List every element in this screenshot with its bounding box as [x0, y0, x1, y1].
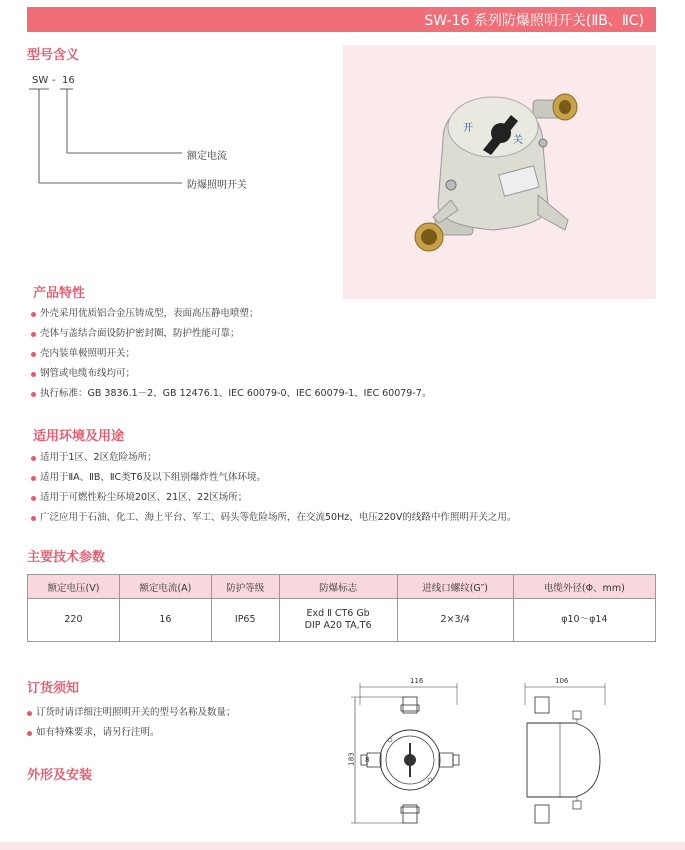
- list-item: [31, 508, 516, 528]
- table-header-row: [28, 575, 656, 599]
- table-header-cell: 电缆外径(Φ、mm): [513, 575, 655, 599]
- bullet-dot: [31, 392, 36, 397]
- feature-text: 执行标准：GB 3836.1－2、GB 12476.1、IEC 60079-0、IEC 60079-1、IEC 60079-7。: [40, 388, 432, 399]
- specs-title: 主要技术参数: [27, 550, 106, 565]
- table-row: [28, 599, 656, 642]
- feature-text: 外壳采用优质铝合金压铸成型，表面高压静电喷塑；: [40, 308, 259, 319]
- usage-list: [31, 448, 516, 528]
- front-height-dimension: 183: [347, 752, 356, 766]
- table-header-cell: 额定电压(V): [28, 575, 120, 599]
- model-meaning-title: 型号含义: [27, 48, 80, 63]
- model-code-diagram: [27, 70, 347, 200]
- ordering-title: 订货须知: [27, 681, 80, 696]
- bullet-dot: [31, 496, 36, 501]
- list-item: [31, 324, 431, 344]
- side-view-drawing: [515, 675, 615, 835]
- list-item: [31, 468, 516, 488]
- photo-close-mark: 关: [513, 135, 523, 146]
- bullet-dot: [31, 312, 36, 317]
- spec-table: [27, 574, 656, 642]
- model-code-dash: -: [52, 75, 56, 86]
- usage-text: 适用于ⅡA、ⅡB、ⅡC类T6及以下组别爆炸性气体环境。: [40, 472, 267, 483]
- bullet-dot: [27, 731, 32, 736]
- list-item: [31, 364, 431, 384]
- usage-text: 适用于1区、2区危险场所；: [40, 452, 157, 463]
- model-code-prefix: SW: [32, 75, 49, 86]
- spec-ip: IP65: [211, 599, 279, 642]
- explosion-proof-switch-image: [343, 45, 656, 299]
- list-item: [31, 488, 516, 508]
- model-label-switch: 防爆照明开关: [187, 180, 247, 191]
- bullet-dot: [31, 476, 36, 481]
- model-label-rated-current: 额定电流: [187, 151, 227, 162]
- model-code-number: 16: [62, 75, 75, 86]
- bullet-dot: [31, 332, 36, 337]
- list-item: [31, 304, 431, 324]
- list-item: [27, 723, 236, 743]
- table-header-cell: 额定电流(A): [119, 575, 211, 599]
- spec-ex-line2: DIP A20 TA,T6: [304, 620, 372, 631]
- spec-voltage: 220: [28, 599, 120, 642]
- feature-text: 壳体与盖结合面设防护密封圈，防护性能可靠；: [40, 328, 240, 339]
- usage-text: 适用于可燃性粉尘环境20区、21区、22区场所；: [40, 492, 248, 503]
- front-view-drawing: [345, 675, 475, 835]
- ordering-list: [27, 703, 236, 743]
- install-title: 外形及安装: [27, 768, 93, 783]
- front-small-dimension: 8: [365, 756, 370, 764]
- page-title: SW-16 系列防爆照明开关(ⅡB、ⅡC): [424, 12, 644, 29]
- side-width-dimension: 106: [555, 677, 569, 685]
- usage-title: 适用环境及用途: [33, 429, 125, 444]
- features-list: [31, 304, 431, 404]
- list-item: [31, 344, 431, 364]
- table-header-cell: 防护等级: [211, 575, 279, 599]
- front-width-dimension: 116: [410, 677, 424, 685]
- spec-current: 16: [119, 599, 211, 642]
- bullet-dot: [31, 456, 36, 461]
- spec-ex-mark: [279, 599, 397, 642]
- bullet-dot: [31, 352, 36, 357]
- page-footer-bar: [0, 842, 685, 850]
- product-photo: [343, 45, 656, 299]
- bullet-dot: [31, 372, 36, 377]
- list-item: [27, 703, 236, 723]
- bullet-dot: [27, 711, 32, 716]
- photo-open-mark: 开: [463, 123, 473, 134]
- table-header-cell: 防爆标志: [279, 575, 397, 599]
- feature-text: 壳内装单极照明开关；: [40, 348, 136, 359]
- features-title: 产品特性: [33, 286, 86, 301]
- page-header-bar: [27, 7, 656, 32]
- table-header-cell: 进线口螺纹(G″): [397, 575, 513, 599]
- usage-text: 广泛应用于石油、化工、海上平台、军工、码头等危险场所，在交流50Hz、电压220V的线路中作照明开关之用。: [40, 512, 517, 523]
- list-item: [31, 384, 431, 404]
- list-item: [31, 448, 516, 468]
- bullet-dot: [31, 516, 36, 521]
- ordering-text: 订货时请详细注明照明开关的型号名称及数量；: [36, 707, 236, 718]
- feature-text: 钢管或电缆布线均可；: [40, 368, 136, 379]
- spec-cable: φ10～φ14: [513, 599, 655, 642]
- spec-thread: 2×3/4: [397, 599, 513, 642]
- ordering-text: 如有特殊要求，请另行注明。: [36, 727, 160, 738]
- spec-ex-line1: Exd Ⅱ CT6 Gb: [306, 608, 370, 619]
